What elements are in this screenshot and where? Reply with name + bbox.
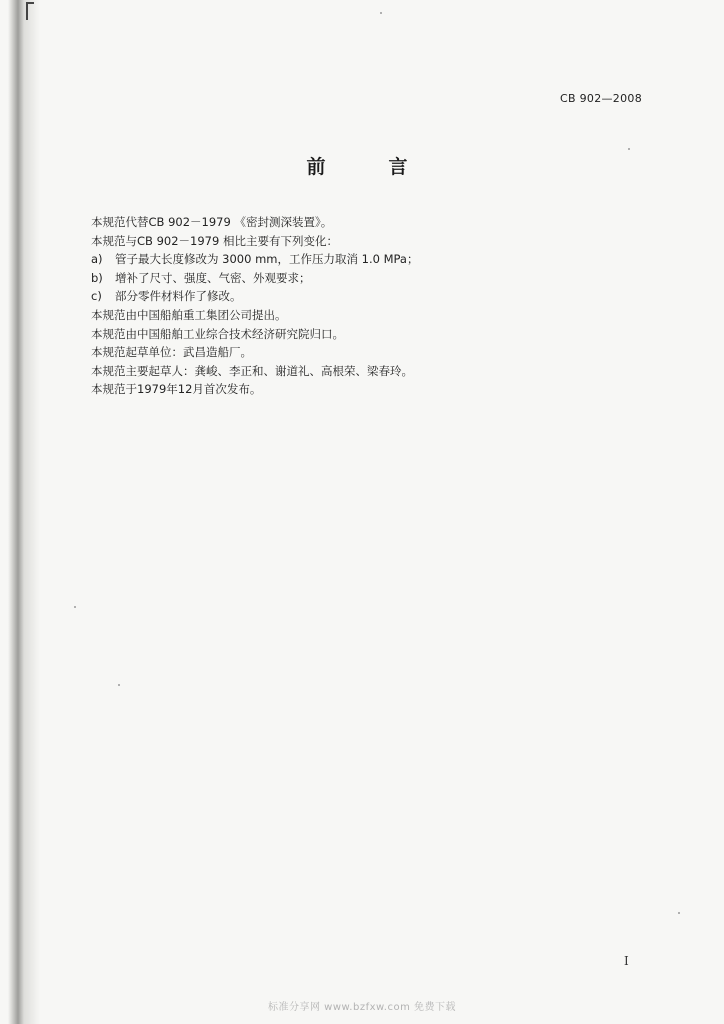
scan-speck: [74, 606, 76, 608]
paragraph-proposed-by: 本规范由中国船舶重工集团公司提出。: [91, 307, 287, 322]
list-item: [91, 269, 651, 288]
paragraph-administered-by: 本规范由中国船舶工业综合技术经济研究院归口。: [91, 326, 344, 341]
list-item: [91, 287, 651, 306]
paragraph-drafters: 本规范主要起草人：龚峻、李正和、谢道礼、高根荣、梁春玲。: [91, 363, 413, 378]
scan-speck: [628, 148, 630, 150]
list-item-text: 部分零件材料作了修改。: [115, 289, 242, 304]
paragraph-replaces: 本规范代替CB 902－1979 《密封测深装置》。: [91, 215, 333, 229]
list-item-text: 管子最大长度修改为 3000 mm，工作压力取消 1.0 MPa；: [115, 252, 419, 267]
list-marker: b): [91, 270, 103, 285]
paragraph-drafting-unit: 本规范起草单位：武昌造船厂。: [91, 345, 252, 360]
corner-mark: [26, 2, 34, 20]
page-title: 前 言: [306, 156, 430, 178]
scan-speck: [380, 12, 382, 14]
foreword-body: [91, 213, 651, 399]
list-item-text: 增补了尺寸、强度、气密、外观要求；: [115, 270, 311, 285]
list-marker: c): [91, 289, 102, 304]
standard-code: CB 902—2008: [559, 92, 642, 105]
page-number: I: [624, 954, 629, 968]
scan-speck: [678, 912, 680, 914]
list-item: [91, 250, 651, 269]
watermark: 标准分享网 www.bzfxw.com 免费下载: [268, 1002, 456, 1013]
list-marker: a): [91, 252, 103, 267]
paragraph-first-issue: 本规范于1979年12月首次发布。: [91, 382, 262, 397]
paragraph-changes-intro: 本规范与CB 902－1979 相比主要有下列变化：: [91, 233, 338, 248]
scan-speck: [118, 684, 120, 686]
